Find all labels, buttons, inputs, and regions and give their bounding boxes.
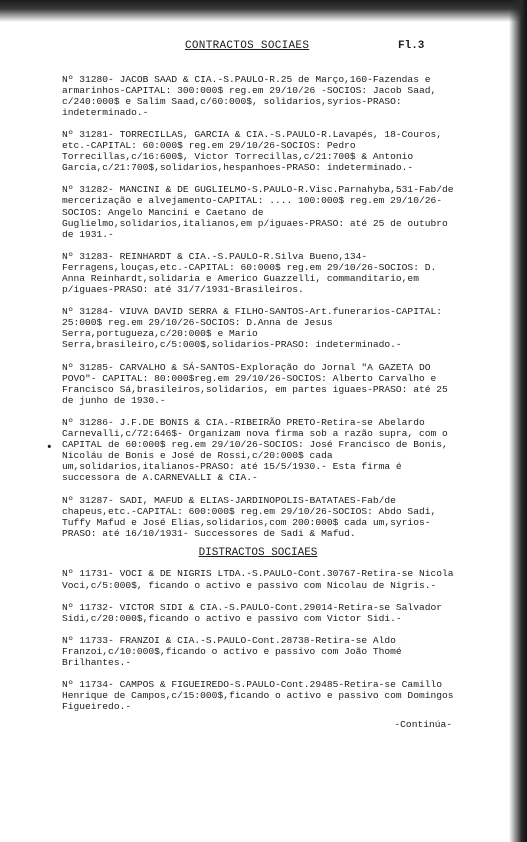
contract-entry: Nº 31284- VIUVA DAVID SERRA & FILHO-SANTOS-Art.funerarios-CAPITAL: 25:000$ reg.em 29/10/26-SOCIOS: D.Anna de Jesus Serra,portugueza,c/20:000$ e Mario Serra,brasileiro,c/5:000$,solidarios-PRASO: indeterminado.- (62, 306, 442, 351)
distract-entry: Nº 11734- CAMPOS & FIGUEIREDO-S.PAULO-Cont.29485-Retira-se Camillo Henrique de Campos,c/15:000$,ficando o activo e passivo com Domingos Figueiredo.- (62, 679, 454, 713)
section-title: CONTRACTOS SOCIAES (185, 40, 310, 52)
contract-entry: Nº 31281- TORRECILLAS, GARCIA & CIA.-S.PAULO-R.Lavapés, 18-Couros, etc.-CAPITAL: 60:000$ reg.em 29/10/26-SOCIOS: Pedro Torrecillas,c/16:600$, Victor Torrecillas,c/21:700$ & Antonio Garcia,c/21:700$,solidarios,hespanhoes-PRASO: indeterminado.- (62, 128, 442, 174)
page-header (0, 40, 527, 56)
distract-entry: Nº 11732- VICTOR SIDI & CIA.-S.PAULO-Cont.29014-Retira-se Salvador Sidi,c/20:000$,ficando o activo e passivo com Victor Sidi.- (62, 601, 442, 624)
continua-note: -Continúa- (394, 719, 452, 731)
contract-entry: Nº 31283- REINHARDT & CIA.-S.PAULO-R.Silva Bueno,134-Ferragens,louças,etc.-CAPITAL: 60:000$ reg.em 29/10/26-SOCIOS: D. Anna Reinhardt,solidaria e Americo Guazzelli, commanditario,em p/iguaes-PRASO: até 31/7/1931-Brasileiros. (62, 250, 437, 296)
scan-shadow-top (0, 0, 527, 22)
page-number: Fl.3 (398, 40, 425, 52)
contract-entry: Nº 31282- MANCINI & DE GUGLIELMO-S.PAULO-R.Visc.Parnahyba,531-Fab/de mercerização e alvejamento-CAPITAL: .... 100:000$ reg.em 29/10/26-SOCIOS: Angelo Mancini e Caetano de Guglielmo,solidarios,italianos,em p/iguaes-PRASO: até 25 de outubro de 1931.- (62, 184, 454, 240)
contract-entry: Nº 31280- JACOB SAAD & CIA.-S.PAULO-R.25 de Março,160-Fazendas e armarinhos-CAPITAL: 300:000$ reg.em 29/10/26 -SOCIOS: Jacob Saad, c/240:000$ e Salim Saad,c/60:000$, solidarios,syrios-PRASO: indeterminado.- (62, 73, 437, 118)
margin-mark: • (46, 442, 53, 454)
document-body (62, 64, 454, 730)
contract-entry: Nº 31287- SADI, MAFUD & ELIAS-JARDINOPOLIS-BATATAES-Fab/de chapeus,etc.-CAPITAL: 600:000$ reg.em 29/10/26-SOCIOS: Abdo Sadi, Tuffy Mafud e José Elias,solidarios,com 200:000$ cada um,syrios-PRASO: até 16/10/1931- Successores de Sadi & Mafud. (62, 494, 437, 539)
distract-entry: Nº 11733- FRANZOI & CIA.-S.PAULO-Cont.28738-Retira-se Aldo Franzoi,c/10:000$,ficando o activo e passivo com João Thomé Brilhantes.- (62, 634, 402, 669)
contract-entry: Nº 31285- CARVALHO & SÁ-SANTOS-Exploração do Jornal "A GAZETA DO POVO"- CAPITAL: 80:000$reg.em 29/10/26-SOCIOS: Alberto Carvalho e Francisco Sá,brasileiros,solidarios, em partes iguaes-PRASO: até 25 de junho de 1930.- (62, 361, 448, 406)
scan-shadow-right (509, 0, 527, 842)
contract-entry: Nº 31286- J.F.DE BONIS & CIA.-RIBEIRÃO PRETO-Retira-se Abelardo Carnevalli,c/72:646$- Organizam nova firma sob a razão supra, com o CAPITAL de 60:000$ reg.em 29/10/26-SOCIOS: José Francisco de Bonis, Nicoláu de Bonis e José de Rossi,c/20:000$ cada um,solidarios,italianos-PRASO: até 15/5/1930.- Esta firma é successora de A.CARNEVALLI & CIA.- (62, 416, 448, 484)
distractos-title: DISTRACTOS SOCIAES (198, 546, 318, 559)
distract-entry: Nº 11731- VOCI & DE NIGRIS LTDA.-S.PAULO-Cont.30767-Retira-se Nicola Voci,c/5:000$, ficando o activo e passivo com Nicolau de Nigris.- (62, 568, 454, 591)
